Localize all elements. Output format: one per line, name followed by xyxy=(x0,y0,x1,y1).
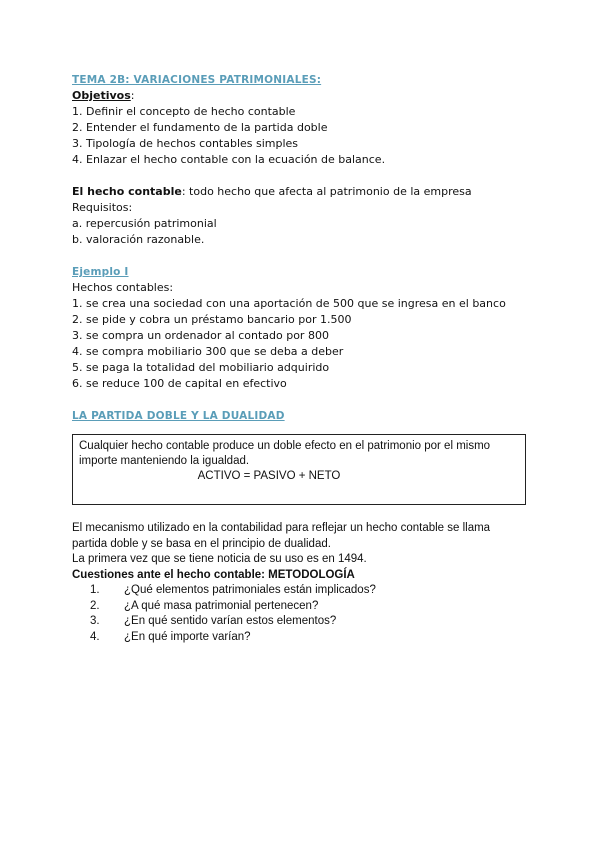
definition-box xyxy=(72,434,526,505)
box-line: importe manteniendo la igualdad. xyxy=(79,455,250,467)
spacer xyxy=(72,505,532,521)
ejemplo-item: 1. se crea una sociedad con una aportación de 500 que se ingresa en el banco xyxy=(72,297,506,310)
list-item xyxy=(72,583,532,599)
spacer xyxy=(72,248,532,264)
questions-title: Cuestiones ante el hecho contable: METODOLOGÍA xyxy=(72,568,355,581)
requisito-item: b. valoración razonable. xyxy=(72,233,205,246)
balance-equation: ACTIVO = PASIVO + NETO xyxy=(197,470,341,482)
list-item xyxy=(72,599,532,615)
paragraph-line: La primera vez que se tiene noticia de su uso es en 1494. xyxy=(72,553,367,565)
list-number: 4. xyxy=(90,630,100,643)
hecho-label: El hecho contable xyxy=(72,185,182,198)
objectives-heading xyxy=(72,88,532,104)
spacer xyxy=(72,392,532,408)
paragraph-line: El mecanismo utilizado en la contabilidad para reflejar un hecho contable se llama xyxy=(72,522,491,534)
spacer xyxy=(72,168,532,184)
list-number: 1. xyxy=(90,584,100,596)
hecho-definition xyxy=(72,184,532,200)
list-item xyxy=(72,630,532,646)
partida-title: LA PARTIDA DOBLE Y LA DUALIDAD xyxy=(72,410,285,422)
objective-item: 1. Definir el concepto de hecho contable xyxy=(72,105,296,118)
requisitos-label: Requisitos: xyxy=(72,201,133,214)
ejemplo-item: 6. se reduce 100 de capital en efectivo xyxy=(72,377,287,390)
list-text: ¿Qué elementos patrimoniales están implicados? xyxy=(124,584,376,596)
ejemplo-item: 4. se compra mobiliario 300 que se deba a deber xyxy=(72,345,344,358)
list-item xyxy=(72,614,532,630)
objective-item: 2. Entender el fundamento de la partida doble xyxy=(72,121,328,134)
list-text: ¿En qué importe varían? xyxy=(124,630,251,643)
partida-paragraph xyxy=(72,521,532,583)
questions-list xyxy=(72,583,532,645)
objective-item: 3. Tipología de hechos contables simples xyxy=(72,137,299,150)
paragraph-line: partida doble y se basa en el principio de dualidad. xyxy=(72,537,331,550)
ejemplo-title: Ejemplo I xyxy=(72,266,129,278)
ejemplo-subtitle: Hechos contables: xyxy=(72,281,174,294)
requisito-item: a. repercusión patrimonial xyxy=(72,217,217,230)
objectives-colon: : xyxy=(130,89,135,102)
page-title: TEMA 2B: VARIACIONES PATRIMONIALES: xyxy=(72,74,322,86)
hecho-text: : todo hecho que afecta al patrimonio de la empresa xyxy=(181,185,472,198)
ejemplo-item: 5. se paga la totalidad del mobiliario adquirido xyxy=(72,361,330,374)
document-content xyxy=(72,72,532,645)
ejemplo-item: 3. se compra un ordenador al contado por 800 xyxy=(72,329,329,342)
objective-item: 4. Enlazar el hecho contable con la ecuación de balance. xyxy=(72,153,386,166)
list-text: ¿En qué sentido varían estos elementos? xyxy=(124,615,337,627)
list-text: ¿A qué masa patrimonial pertenecen? xyxy=(124,599,319,612)
box-line: Cualquier hecho contable produce un doble efecto en el patrimonio por el mismo xyxy=(79,440,491,452)
list-number: 2. xyxy=(90,599,100,612)
ejemplo-item: 2. se pide y cobra un préstamo bancario por 1.500 xyxy=(72,313,352,326)
list-number: 3. xyxy=(90,615,100,627)
objectives-label: Objetivos xyxy=(72,89,131,102)
